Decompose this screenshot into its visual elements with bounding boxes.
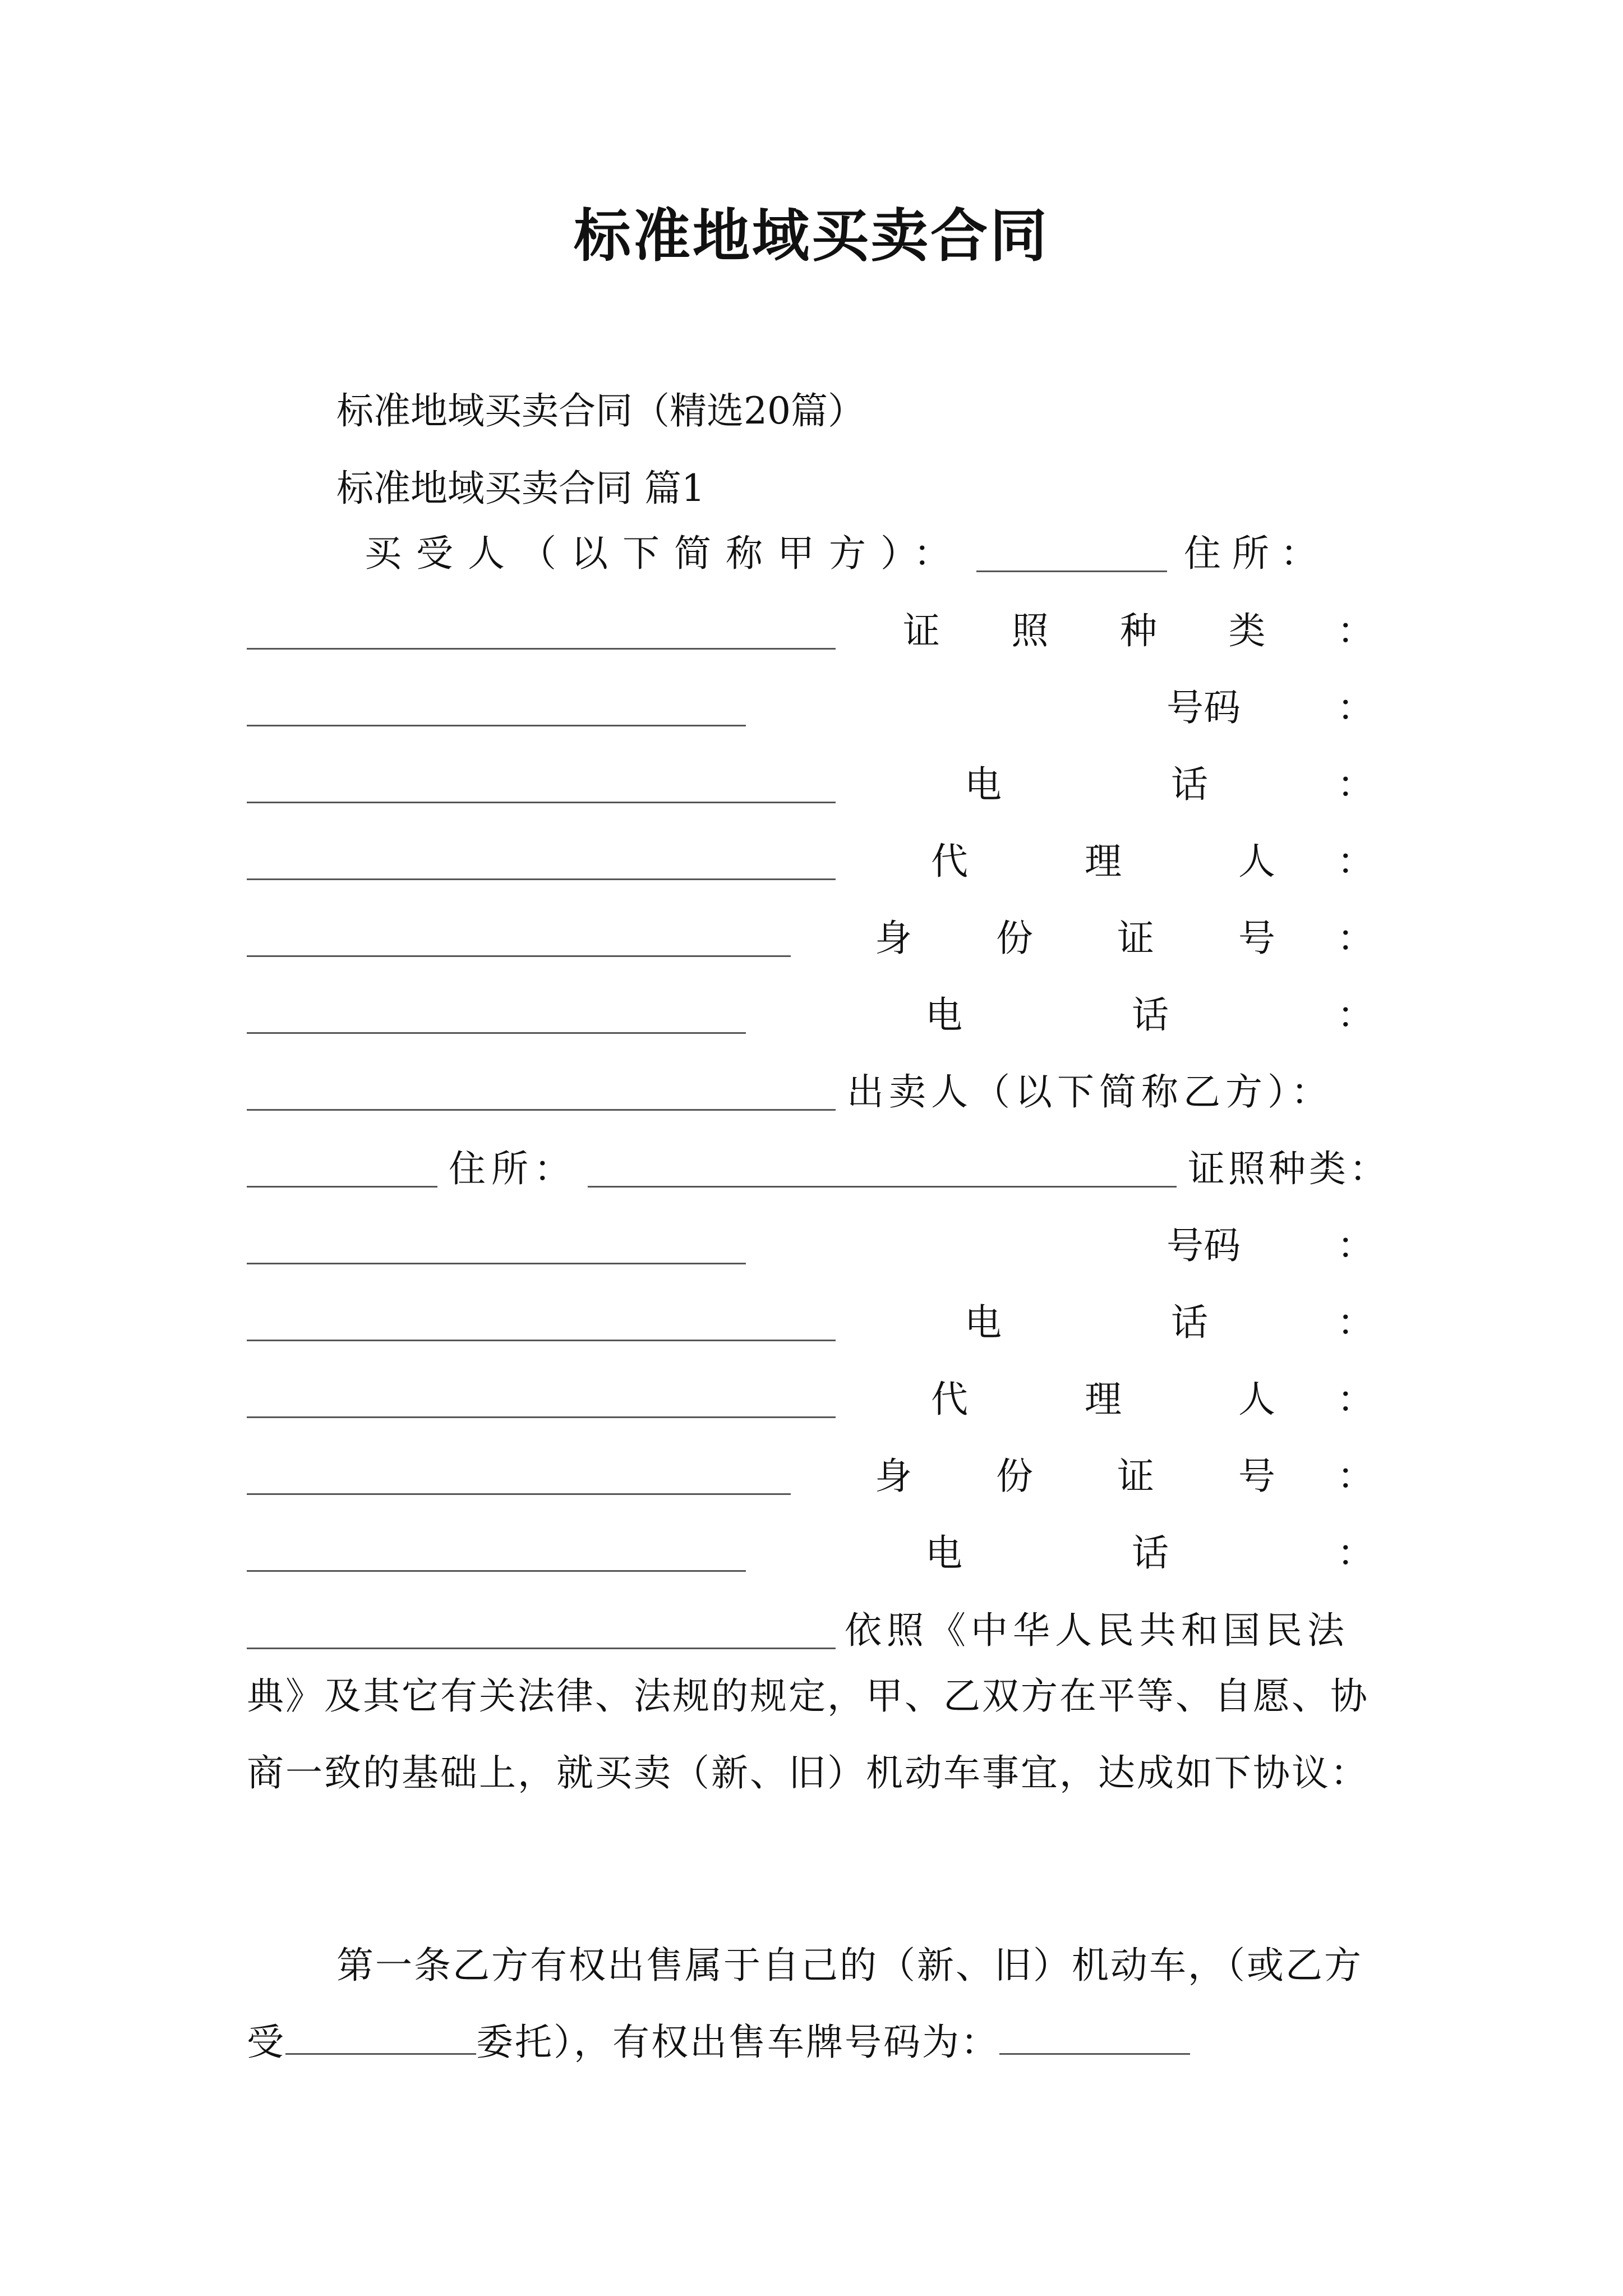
seller-address-label: 住所：: [449, 1147, 577, 1190]
seller-name-blank[interactable]: [247, 1147, 437, 1188]
char: 身: [875, 1455, 912, 1498]
seller-idno-blank[interactable]: [247, 1531, 746, 1572]
seller-phone-blank[interactable]: [247, 1377, 836, 1418]
seller-number-row: [247, 1220, 1374, 1267]
char: 证: [1117, 917, 1154, 960]
seller-idno-row: [247, 1450, 1374, 1498]
colon: ：: [1337, 993, 1374, 1037]
colon: ：: [1337, 1301, 1374, 1344]
buyer-address-row: [247, 605, 1374, 650]
principal-blank[interactable]: [285, 2018, 476, 2055]
char: 人: [1238, 1378, 1275, 1421]
body-paragraph-2: [247, 1927, 1380, 2081]
buyer-phone-blank[interactable]: [247, 839, 836, 880]
subtitle: 标准地域买卖合同（精选20篇）: [336, 389, 865, 432]
colon: ：: [1337, 1531, 1374, 1575]
colon: ：: [1337, 917, 1374, 960]
char: 代: [931, 1378, 968, 1421]
buyer-name-blank[interactable]: [976, 531, 1167, 572]
colon: ：: [1337, 763, 1374, 806]
char: 种: [1120, 609, 1157, 652]
buyer-number-blank[interactable]: [247, 762, 836, 803]
colon: ：: [1337, 840, 1374, 883]
char: 电: [965, 1301, 1002, 1344]
char: 码: [1204, 686, 1241, 729]
char: 类: [1228, 609, 1266, 652]
char: 份: [996, 1455, 1033, 1498]
char: 话: [1171, 763, 1208, 806]
colon: ：: [1337, 686, 1374, 729]
char: 证: [1117, 1455, 1154, 1498]
char: 话: [1132, 1531, 1169, 1575]
colon: ：: [1337, 1455, 1374, 1498]
char: 电: [965, 763, 1002, 806]
seller-number-blank[interactable]: [247, 1300, 836, 1341]
char: 码: [1204, 1224, 1241, 1267]
char: 身: [875, 917, 912, 960]
char: 电: [925, 993, 962, 1037]
char: 人: [1238, 840, 1275, 883]
char: 理: [1085, 840, 1122, 883]
section-heading: 标准地域买卖合同 篇1: [336, 467, 705, 510]
colon: ：: [1337, 609, 1374, 652]
buyer-idno-row: [247, 912, 1374, 960]
char: 理: [1085, 1378, 1122, 1421]
char: 电: [925, 1531, 962, 1575]
buyer-idno-blank[interactable]: [247, 993, 746, 1034]
char: 份: [996, 917, 1033, 960]
body-p2-text-a: 第一条乙方有权出售属于自己的（新、旧）机动车，（或乙方受: [247, 1944, 1363, 2064]
buyer-phone-row: [247, 758, 1374, 806]
body-p1-first-line: [247, 1604, 1374, 1652]
char: 号: [1166, 686, 1204, 729]
char: 照: [1011, 609, 1049, 652]
seller-phone2-row: [247, 1527, 1374, 1575]
seller-intro-row: [247, 1066, 1374, 1114]
char: 号: [1238, 1455, 1275, 1498]
buyer-address-blank[interactable]: [247, 609, 836, 650]
seller-idtype-blank[interactable]: [247, 1223, 746, 1264]
body-paragraph-1: 典》及其它有关法律、法规的规定，甲、乙双方在平等、自愿、协商一致的基础上，就买卖（新、旧）机动车事宜，达成如下协议：: [247, 1674, 1369, 1795]
buyer-number-row: [247, 682, 1374, 729]
seller-phone2-blank[interactable]: [247, 1608, 836, 1649]
seller-agent-blank[interactable]: [247, 1454, 791, 1495]
buyer-agent-blank[interactable]: [247, 916, 791, 957]
buyer-agent-row: [247, 835, 1374, 883]
seller-phone-row: [247, 1296, 1374, 1344]
buyer-intro-label: 买受人（以下简称甲方）：: [365, 532, 965, 575]
char: 代: [931, 840, 968, 883]
buyer-phone2-blank[interactable]: [247, 1070, 836, 1111]
char: 证: [903, 609, 940, 652]
char: 话: [1132, 993, 1169, 1037]
buyer-address-label: 住所：: [1184, 532, 1329, 575]
seller-intro-label: 出卖人（以下简称乙方）：: [847, 1070, 1333, 1114]
colon: ：: [1337, 1378, 1374, 1421]
body-p2-text-b: 委托），有权出售车牌号码为：: [476, 2021, 999, 2064]
body-p1-start: 依照《中华人民共和国民法: [845, 1609, 1349, 1652]
colon: ：: [1337, 1224, 1374, 1267]
buyer-idtype-blank[interactable]: [247, 685, 746, 726]
seller-idtype-label: 证照种类：: [1188, 1147, 1390, 1190]
plate-number-blank[interactable]: [999, 2018, 1190, 2055]
char: 号: [1238, 917, 1275, 960]
buyer-intro-row: [365, 527, 1374, 575]
seller-address-blank[interactable]: [588, 1147, 1177, 1188]
seller-agent-row: [247, 1373, 1374, 1421]
char: 号: [1166, 1224, 1204, 1267]
seller-address-row: [247, 1143, 1413, 1188]
document-title: 标准地域买卖合同: [574, 203, 1049, 270]
buyer-phone2-row: [247, 989, 1374, 1037]
char: 话: [1171, 1301, 1208, 1344]
